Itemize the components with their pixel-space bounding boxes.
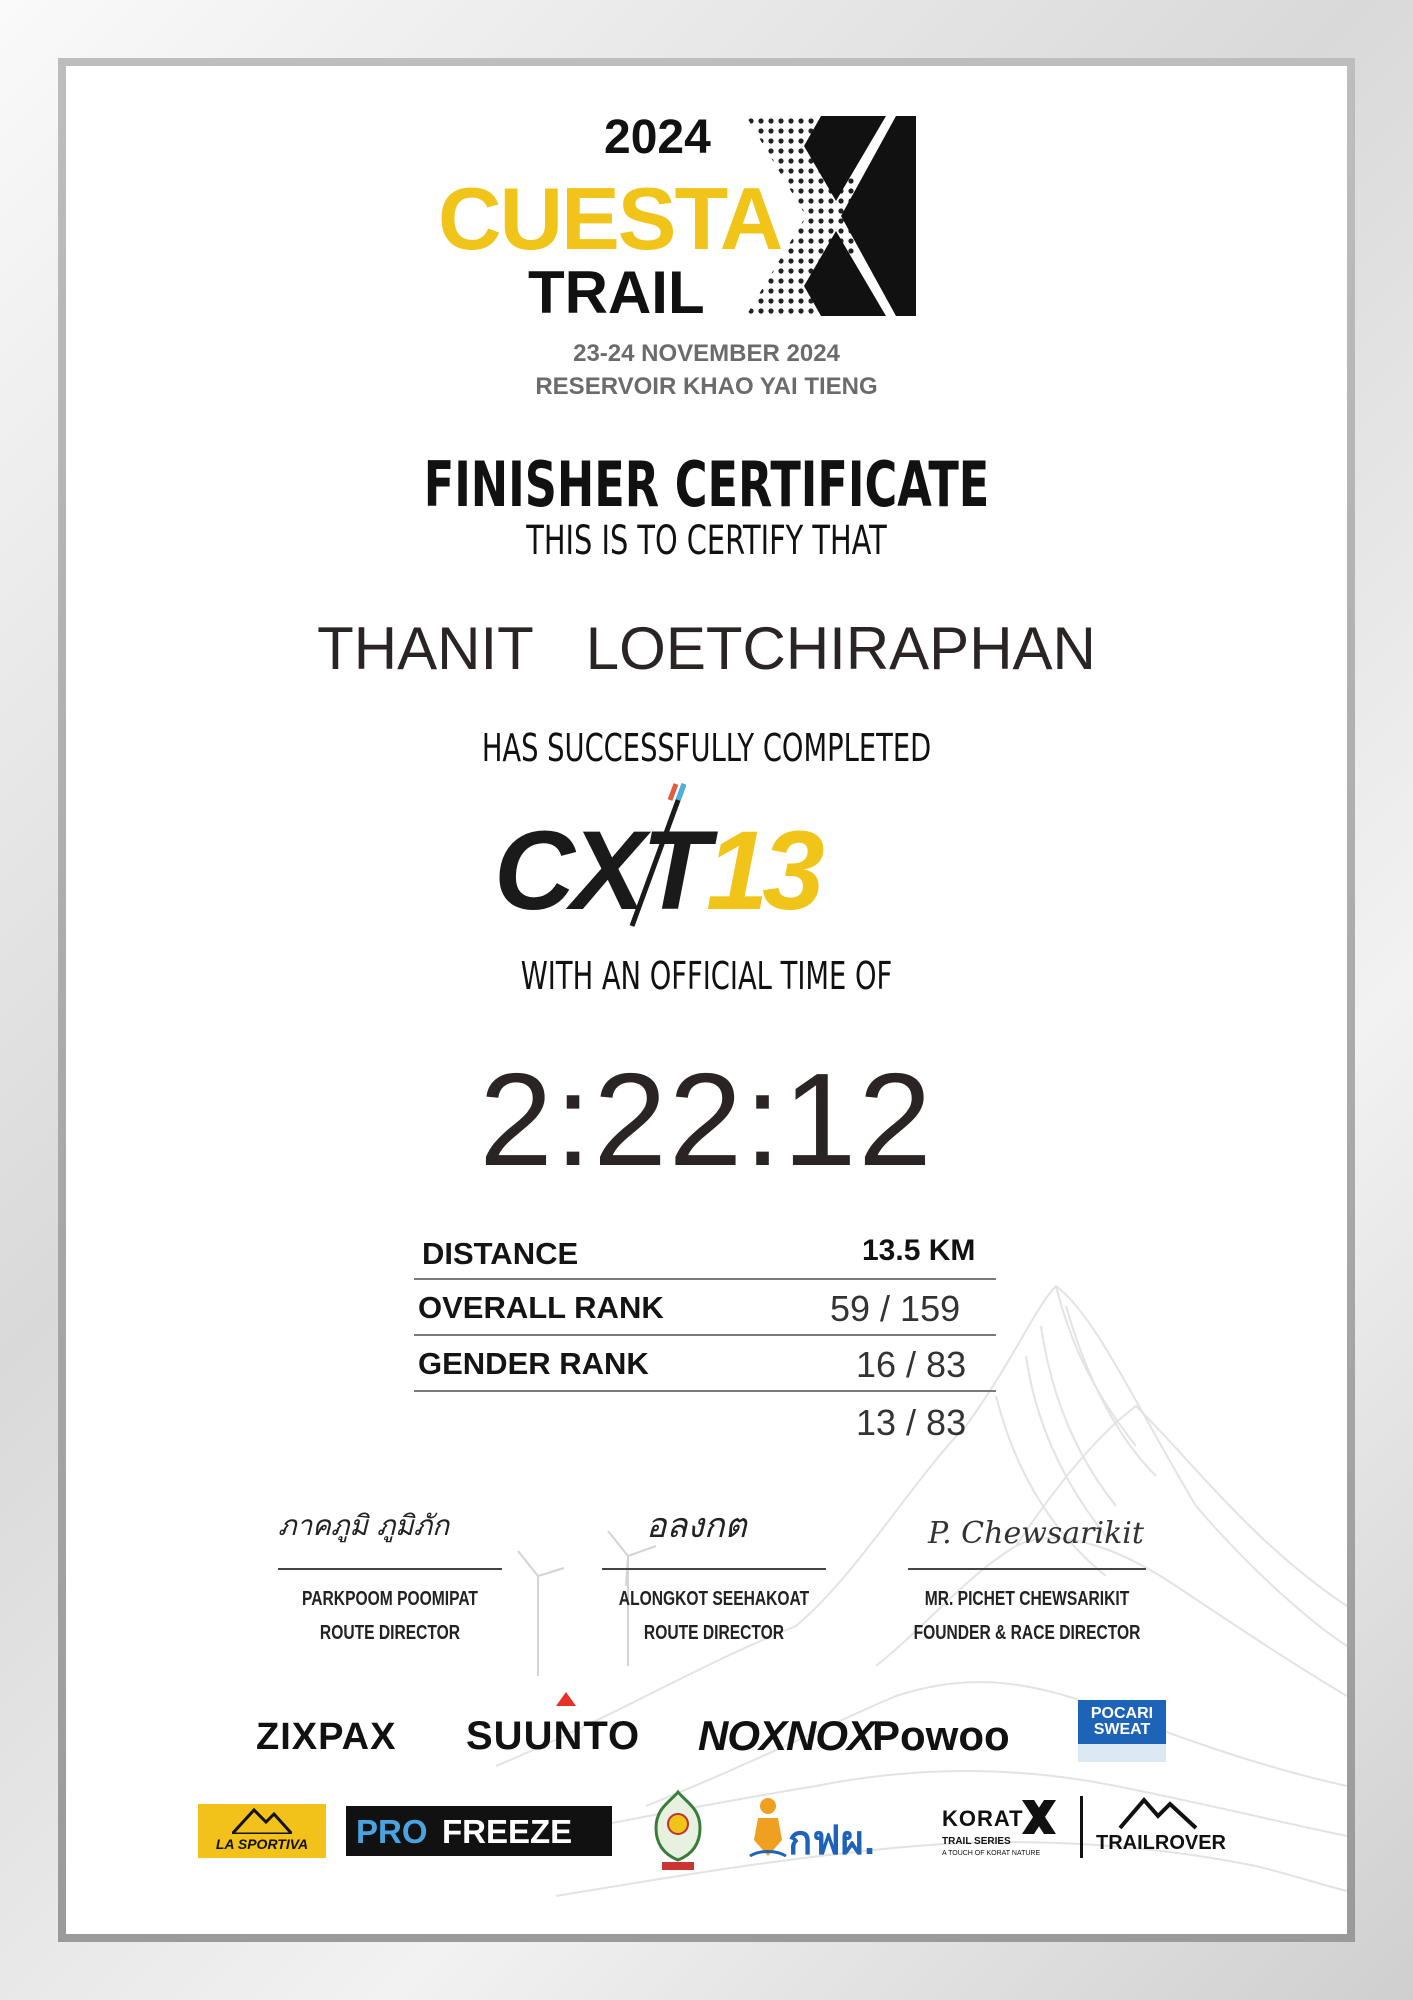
- signature-line-1: [278, 1568, 502, 1570]
- stat-label-gender-rank: GENDER RANK: [418, 1346, 649, 1381]
- stat-label-distance: DISTANCE: [422, 1236, 579, 1271]
- sponsor-divider: [1080, 1796, 1083, 1858]
- participant-first-name: THANIT: [317, 615, 534, 682]
- trailrover-mountain-icon: [1118, 1794, 1198, 1830]
- race-number: 13: [706, 808, 819, 933]
- signature-line-3: [908, 1568, 1146, 1570]
- completed-line: HAS SUCCESSFULLY COMPLETED: [481, 726, 932, 770]
- sponsor-egat: กฟผ.: [788, 1819, 876, 1863]
- pocari-text: POCARI: [1090, 1705, 1154, 1722]
- egat-figure-icon: [748, 1796, 788, 1860]
- certificate-paper: [66, 66, 1347, 1934]
- certificate-title: FINISHER CERTIFICATE: [423, 448, 990, 521]
- stat-value-category-rank: 13 / 83: [856, 1402, 967, 1443]
- official-time: 2:22:12: [479, 1046, 934, 1193]
- stat-value-overall-rank: 59 / 159: [830, 1288, 961, 1329]
- participant-last-name: LOETCHIRAPHAN: [585, 615, 1096, 682]
- event-name-main: CUESTA: [438, 169, 782, 268]
- sponsor-powoo: Powoo: [872, 1712, 1010, 1759]
- stats-divider: [414, 1334, 996, 1336]
- event-year: 2024: [604, 111, 711, 164]
- signature-3: P. Chewsarikit: [928, 1516, 1144, 1551]
- time-line-wrap: [66, 954, 1347, 998]
- event-venue: RESERVOIR KHAO YAI TIENG: [535, 373, 878, 400]
- suunto-triangle-icon: [554, 1690, 578, 1708]
- signatory-1-name: PARKPOOM POOMIPAT: [302, 1588, 478, 1610]
- signatory-2-name: ALONGKOT SEEHAKOAT: [618, 1588, 810, 1610]
- stat-value-gender-rank: 16 / 83: [856, 1344, 967, 1385]
- la-sportiva-mountain-icon: [232, 1808, 292, 1834]
- sponsor-pocari-sweat: [1078, 1700, 1166, 1762]
- signature-2: อลงกต: [646, 1506, 747, 1546]
- event-name-sub: TRAIL: [528, 259, 705, 326]
- race-logo-slash-icon: [626, 780, 686, 930]
- completed-line-wrap: [66, 726, 1347, 770]
- sponsor-la-sportiva: LA SPORTIVA: [198, 1804, 326, 1858]
- certificate-title-wrap: [66, 448, 1347, 521]
- stat-label-overall-rank: OVERALL RANK: [418, 1290, 664, 1325]
- korat-x-icon: [1022, 1800, 1056, 1834]
- certify-line-wrap: [66, 518, 1347, 564]
- province-emblem-icon: [648, 1788, 708, 1872]
- event-dates: 23-24 NOVEMBER 2024: [573, 340, 840, 367]
- signatory-1-role: ROUTE DIRECTOR: [319, 1622, 461, 1644]
- sponsor-suunto: SUUNTO: [466, 1714, 641, 1758]
- sweat-text: SWEAT: [1093, 1721, 1151, 1738]
- signatory-3-role: FOUNDER & RACE DIRECTOR: [913, 1622, 1141, 1644]
- signatory-2-role: ROUTE DIRECTOR: [643, 1622, 785, 1644]
- time-line: WITH AN OFFICIAL TIME OF: [520, 954, 893, 998]
- signature-line-2: [602, 1568, 826, 1570]
- stats-divider: [414, 1278, 996, 1280]
- signatory-3-name: MR. PICHET CHEWSARIKIT: [924, 1588, 1130, 1610]
- sponsor-zixpax: ZIXPAX: [256, 1716, 397, 1758]
- certify-line: THIS IS TO CERTIFY THAT: [526, 518, 887, 564]
- sponsor-noxnox: NOXNOX: [698, 1712, 875, 1759]
- sponsor-pro-freeze: PRO FREEZE: [346, 1806, 612, 1856]
- sponsor-trailrover: TRAILROVER: [1096, 1832, 1226, 1854]
- participant-name: [66, 614, 1347, 683]
- signature-1: ภาคภูมิ ภูมิภัก: [278, 1509, 450, 1542]
- sponsor-korat-trail-series: KORAT TRAIL SERIES A TOUCH OF KORAT NATURE: [942, 1800, 1062, 1860]
- stat-value-distance: 13.5 KM: [862, 1234, 976, 1267]
- race-prefix: CXT: [494, 808, 706, 933]
- stats-divider: [414, 1390, 996, 1392]
